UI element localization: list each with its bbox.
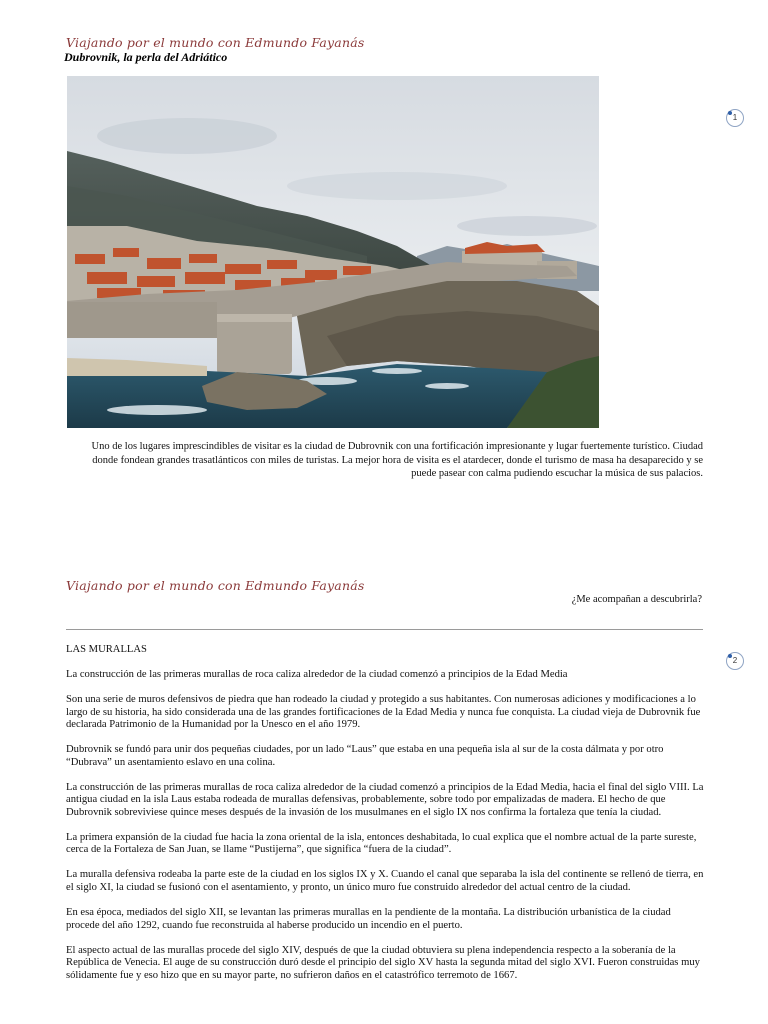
header-script-page-1: Viajando por el mundo con Edmundo Fayanás	[66, 35, 365, 50]
page-number-2: 2	[732, 656, 738, 665]
dubrovnik-walls-photo	[67, 76, 599, 428]
page-title: Dubrovnik, la perla del Adriático	[64, 50, 228, 64]
paragraph: La primera expansión de la ciudad fue hacia la zona oriental de la isla, entonces deshabitada, lo cual explica que el nombre actual de la parte sureste, cerca de la Fortaleza de San Juan, se llame “Pustijerna”, que significa “fuera de la ciudad”.	[66, 831, 697, 856]
paragraph: La construcción de las primeras murallas de roca caliza alrededor de la ciudad comenzó a principios de la Edad Media, hacia el final del siglo VIII. La antigua ciudad en la isla Laus estaba rodeada de murallas defensivas, probablemente, sobre todo por empalizadas de madera. El hecho de que Dubrovnik sobreviviese quince meses después de la invasión de los musulmanes en el siglo IX nos confirma la fortaleza que tenía la ciudad.	[66, 781, 704, 818]
section-heading: LAS MURALLAS	[66, 644, 147, 655]
article-body	[66, 644, 704, 995]
invite-text: ¿Me acompañan a descubrirla?	[571, 594, 702, 605]
page-marker-icon	[726, 652, 744, 670]
page-number-1: 1	[732, 113, 738, 122]
photo-caption: Uno de los lugares imprescindibles de visitar es la ciudad de Dubrovnik con una fortificación impresionante y lugar fuertemente turístico. Ciudad donde fondean grandes trasatlánticos con miles de turistas. La mejor hora de visita es el atardecer, donde el turismo de masa ha desaparecido y se puede pasear con calma pudiendo escuchar la música de sus palacios.	[91, 441, 703, 479]
paragraph: En esa época, mediados del siglo XII, se levantan las primeras murallas en la pendiente de la montaña. La distribución urbanística de la ciudad procede del año 1292, cuando fue reconstruida al haberse producido un incendio en el puerto.	[66, 907, 671, 931]
paragraph: Dubrovnik se fundó para unir dos pequeñas ciudades, por un lado “Laus” que estaba en una pequeña isla al sur de la costa dálmata y por otro “Dubrava” un asentamiento eslavo en una colina.	[66, 744, 664, 768]
divider	[66, 629, 703, 630]
paragraph: La construcción de las primeras murallas de roca caliza alrededor de la ciudad comenzó a principios de la Edad Media	[66, 668, 568, 680]
page-marker-icon	[726, 109, 744, 127]
paragraph: Son una serie de muros defensivos de piedra que han rodeado la ciudad y protegido a sus habitantes. Con numerosas adiciones y modificaciones a lo largo de su historia, ha sido considerada una de las grandes fortificaciones de la Edad Media y nunca fue conquista. La ciudad vieja de Dubrovnik fue declarada Patrimonio de la Humanidad por la Unesco en el año 1979.	[66, 693, 701, 731]
paragraph: La muralla defensiva rodeaba la parte este de la ciudad en los siglos IX y X. Cuando el canal que separaba la isla del continente se rellenó de tierra, en el siglo XI, la ciudad se fusionó con el asentamiento, y pronto, un único muro fue construido alrededor del actual centro de la ciudad.	[66, 869, 704, 894]
paragraph: El aspecto actual de las murallas procede del siglo XIV, después de que la ciudad obtuviera su plena independencia respecto a la soberanía de la República de Venecia. El auge de su construcción duró desde el principio del siglo XV hasta la segunda mitad del siglo XVI. Fueron construidas muy sólidamente fue y eso hizo que en su mayor parte, no sufrieron daños en el catastrófico terremoto de 1667.	[66, 944, 700, 981]
header-script-page-2: Viajando por el mundo con Edmundo Fayanás	[66, 578, 365, 593]
